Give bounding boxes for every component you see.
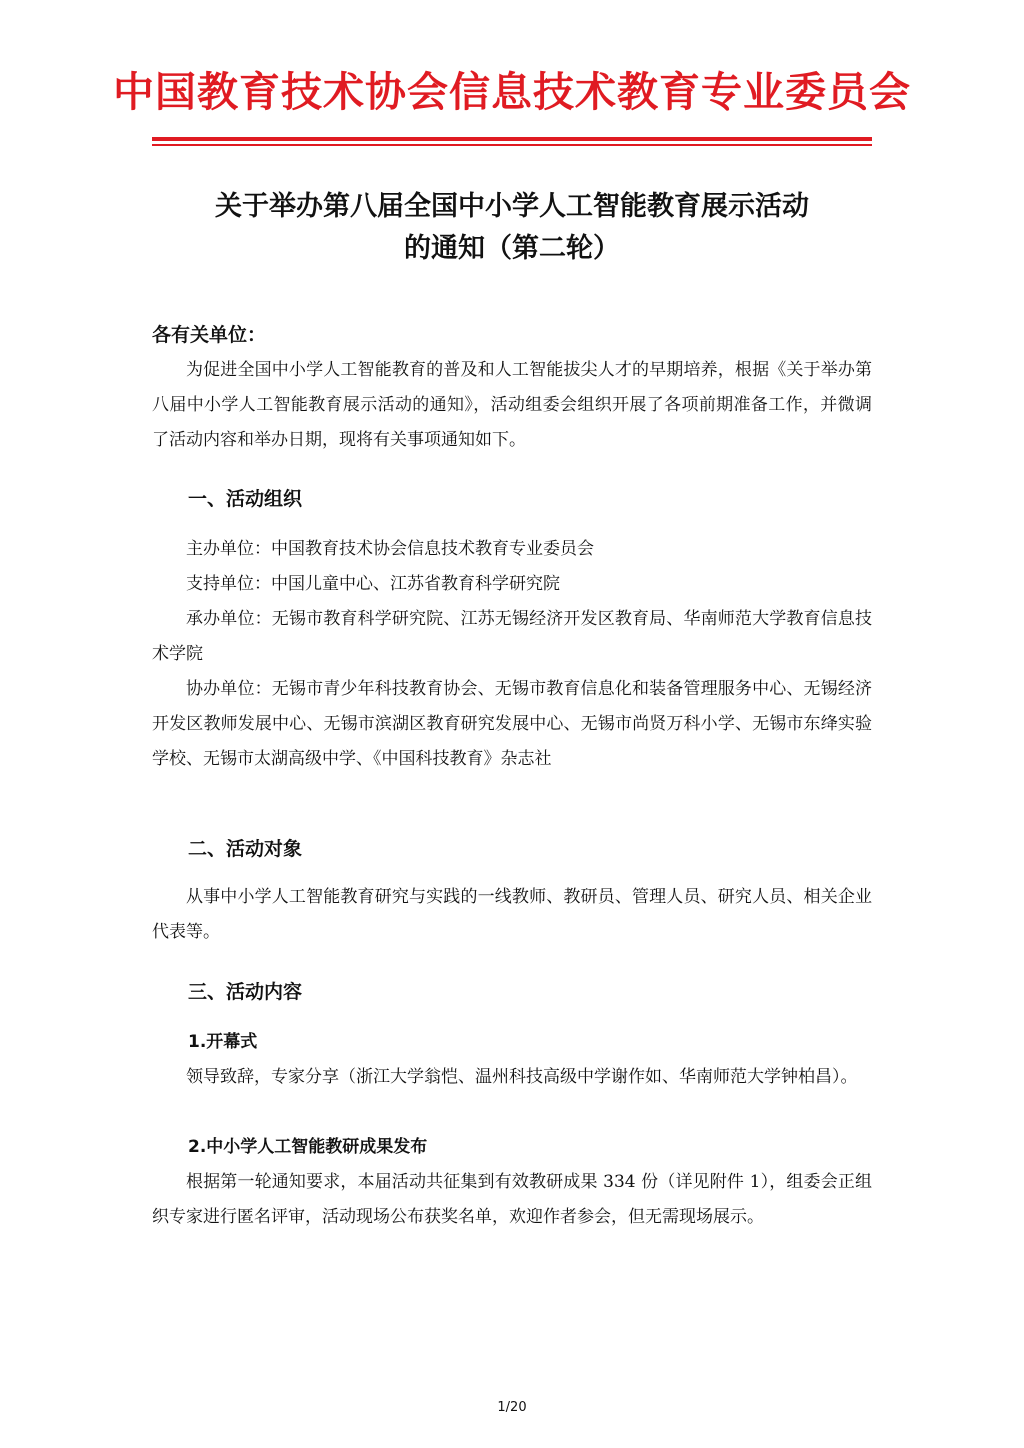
section-2-heading: 二、活动对象 (188, 838, 303, 860)
organizer-unit: 承办单位：无锡市教育科学研究院、江苏无锡经济开发区教育局、华南师范大学教育信息技术学院 (152, 609, 872, 664)
letterhead-rule-thick (152, 137, 872, 141)
section-2-body (152, 880, 872, 950)
salutation: 各有关单位： (152, 324, 267, 346)
section-3-heading: 三、活动内容 (188, 981, 303, 1003)
notice-title-line-1: 关于举办第八届全国中小学人工智能教育展示活动 (215, 191, 809, 222)
letterhead-title: 中国教育技术协会信息技术教育专业委员会 (113, 68, 911, 116)
co-organizer-unit: 协办单位：无锡市青少年科技教育协会、无锡市教育信息化和装备管理服务中心、无锡经济开发区教师发展中心、无锡市滨湖区教育研究发展中心、无锡市尚贤万科小学、无锡市东绛实验学校、无锡市太湖高级中学、《中国科技教育》杂志社 (152, 679, 872, 769)
intro-paragraph-block (152, 353, 872, 458)
item-1-body (152, 1060, 872, 1095)
notice-title-line-2: 的通知（第二轮） (404, 233, 620, 264)
item-2-title: 2.中小学人工智能教研成果发布 (188, 1137, 428, 1157)
page-number: 1/20 (497, 1400, 527, 1415)
item-2-text: 根据第一轮通知要求，本届活动共征集到有效教研成果 334 份（详见附件 1），组委会正组织专家进行匿名评审，活动现场公布获奖名单，欢迎作者参会，但无需现场展示。 (152, 1172, 872, 1227)
section-1-body (152, 532, 872, 777)
item-1-text: 领导致辞，专家分享（浙江大学翁恺、温州科技高级中学谢作如、华南师范大学钟柏昌）。 (186, 1067, 858, 1087)
item-1-title: 1.开幕式 (188, 1032, 258, 1052)
host-unit: 主办单位：中国教育技术协会信息技术教育专业委员会 (186, 539, 594, 559)
section-1-heading: 一、活动组织 (188, 488, 303, 510)
notice-title (120, 186, 904, 270)
section-2-text: 从事中小学人工智能教育研究与实践的一线教师、教研员、管理人员、研究人员、相关企业代表等。 (152, 887, 872, 942)
support-unit: 支持单位：中国儿童中心、江苏省教育科学研究院 (186, 574, 560, 594)
intro-paragraph: 为促进全国中小学人工智能教育的普及和人工智能拔尖人才的早期培养，根据《关于举办第八届中小学人工智能教育展示活动的通知》，活动组委会组织开展了各项前期准备工作，并微调了活动内容和举办日期，现将有关事项通知如下。 (152, 360, 872, 450)
item-2-body (152, 1165, 872, 1235)
letterhead-rule-thin (152, 144, 872, 146)
